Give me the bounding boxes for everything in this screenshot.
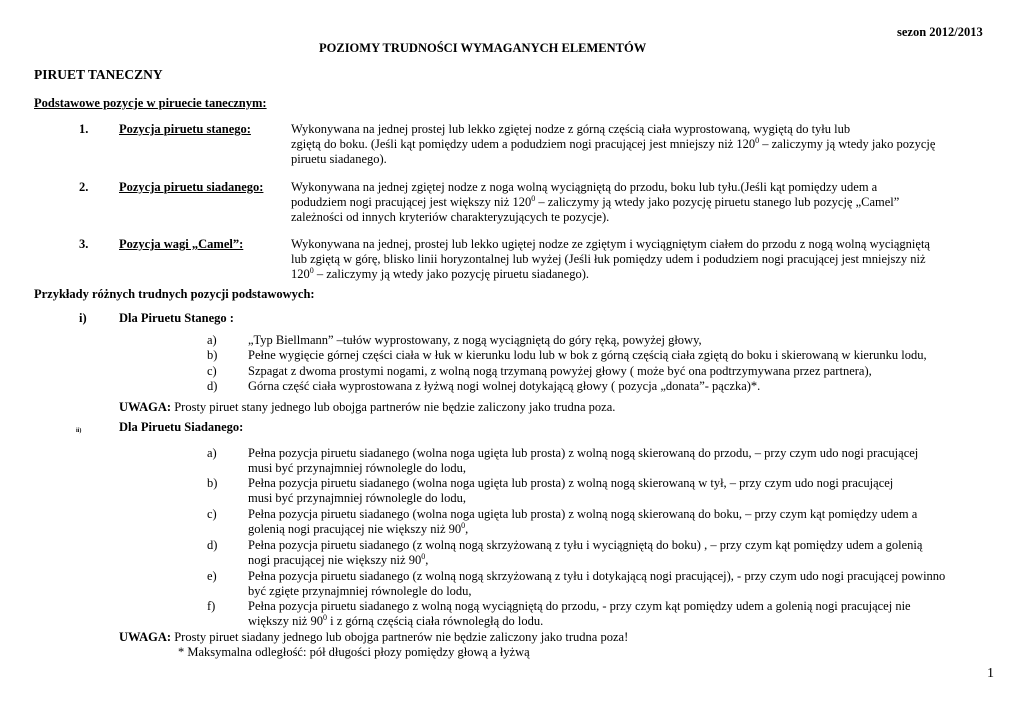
degree-superscript: 0	[531, 194, 536, 203]
note-label: UWAGA:	[119, 630, 172, 644]
page-title: POZIOMY TRUDNOŚCI WYMAGANYCH ELEMENTÓW	[319, 41, 647, 55]
sit-note	[119, 630, 628, 645]
basic-positions-heading: Podstawowe pozycje w piruecie tanecznym:	[34, 96, 267, 110]
list-item-text: „Typ Biellmann” –tułów wyprostowany, z nogą wyciągniętą do góry ręką, powyżej głowy,	[248, 333, 702, 347]
position-text-line: Wykonywana na jednej prostej lub lekko zgiętej nodze z górną częścią ciała wyprostowaną, wygiętą do tyłu lub	[291, 122, 851, 136]
season-label: sezon 2012/2013	[897, 25, 983, 39]
degree-superscript: 0	[421, 552, 426, 561]
list-item-text: golenią nogi pracującej nie większy niż $90^0$,	[248, 521, 469, 536]
list-item-letter: b)	[207, 476, 218, 490]
standing-spin-title: Dla Piruetu Stanego :	[119, 311, 234, 325]
list-item-text: Pełne wygięcie górnej części ciała w łuk w kierunku lodu lub w bok z górną częścią ciała zgiętą do boku i skierowaną w kierunku lodu,	[248, 348, 927, 362]
list-item-text: Szpagat z dwoma prostymi nogami, z wolną nogą trzymaną powyżej głowy ( może być ona podtrzymywana przez partnera),	[248, 364, 872, 378]
list-item-letter: b)	[207, 348, 218, 362]
list-item-text: być zgięte przynajmniej równolegle do lodu,	[248, 584, 472, 598]
position-text-line: podudziem nogi pracującej jest większy niż $120^0$ – zaliczymy ją wtedy jako pozycję piruetu stanego lub pozycję „Camel”	[291, 194, 900, 209]
list-item-letter: a)	[207, 333, 217, 347]
page-number: 1	[987, 666, 994, 681]
list-item-text: musi być przynajmniej równolegle do lodu,	[248, 461, 467, 475]
note-text: Prosty piruet siadany jednego lub obojga partnerów nie będzie zaliczony jako trudna poza!	[171, 630, 629, 644]
list-item-text: Pełna pozycja piruetu siadanego (wolna noga ugięta lub prosta) z wolną nogą skierowaną do przodu, – przy czym udo nogi pracującej	[248, 446, 919, 460]
list-item-letter: c)	[207, 364, 217, 378]
list-item-text: Pełna pozycja piruetu siadanego (z wolną nogą skrzyżowaną z tyłu i wyciągniętą do boku) , – przy czym kąt pomiędzy udem a golenią	[248, 538, 923, 552]
list-item-text: Pełna pozycja piruetu siadanego z wolną nogą wyciągniętą do przodu, - przy czym kąt pomiędzy udem a golenią nogi pracującej nie	[248, 599, 911, 613]
position-text-line: piruetu siadanego).	[291, 152, 387, 166]
list-item-text: Pełna pozycja piruetu siadanego (wolna noga ugięta lub prosta) z wolną nogą skierowaną w tył, – przy czym udo nogi pracującej	[248, 476, 894, 490]
footnote: * Maksymalna odległość: pół długości płozy pomiędzy głową a łyżwą	[178, 645, 530, 659]
list-item-letter: e)	[207, 569, 217, 583]
position-number: 1.	[79, 122, 89, 136]
section-title: PIRUET TANECZNY	[34, 67, 163, 82]
standing-spin-number: i)	[79, 311, 87, 325]
position-text-line: Wykonywana na jednej zgiętej nodze z noga wolną wyciągniętą do przodu, boku lub tyłu.(Jeśli kąt pomiędzy udem a	[291, 180, 878, 194]
position-name: Pozycja wagi „Camel”:	[119, 237, 244, 251]
list-item-text: nogi pracującej nie większy niż $90^0$,	[248, 552, 429, 567]
list-item-text: Górna część ciała wyprostowana z łyżwą nogi wolnej dotykającą głowy ( pozycja „donata”- pączka)*.	[248, 379, 761, 393]
position-number: 3.	[79, 237, 89, 251]
note-text: Prosty piruet stany jednego lub obojga partnerów nie będzie zaliczony jako trudna poza.	[171, 400, 616, 414]
position-text-line: Wykonywana na jednej, prostej lub lekko ugiętej nodze ze zgiętym i wyciągniętym ciałem do przodu z nogą wolną wyciągniętą	[291, 237, 930, 251]
degree-superscript: 0	[309, 266, 314, 275]
list-item-text: Pełna pozycja piruetu siadanego (wolna noga ugięta lub prosta) z wolną nogą skierowaną do boku, – przy czym kąt pomiędzy udem a	[248, 507, 918, 521]
examples-heading: Przykłady różnych trudnych pozycji podstawowych:	[34, 287, 315, 301]
position-text-line: lub zgiętą w górę, blisko linii horyzontalnej lub wyżej (Jeśli łuk pomiędzy udem i podudziem nogi pracującej jest mniejszy niż	[291, 252, 926, 266]
position-text-line: $120^0$ – zaliczymy ją wtedy jako pozycję piruetu siadanego).	[291, 266, 589, 281]
list-item-letter: f)	[207, 599, 216, 613]
list-item-letter: a)	[207, 446, 217, 460]
sit-spin-title: Dla Piruetu Siadanego:	[119, 420, 244, 434]
position-text-line: zgiętą do boku. (Jeśli kąt pomiędzy udem a podudziem nogi pracującej jest mniejszy niż $120^0$ – zaliczymy ją wtedy jako pozycję	[291, 136, 936, 151]
list-item-letter: d)	[207, 379, 218, 393]
degree-superscript: 0	[322, 613, 327, 622]
standing-note	[119, 400, 615, 415]
degree-superscript: 0	[461, 521, 466, 530]
list-item-letter: d)	[207, 538, 218, 552]
position-name: Pozycja piruetu siadanego:	[119, 180, 264, 194]
position-text-line: zależności od innych kryteriów charakteryzujących te pozycje).	[291, 210, 610, 224]
position-name: Pozycja piruetu stanego:	[119, 122, 251, 136]
list-item-letter: c)	[207, 507, 217, 521]
sit-spin-number: ii)	[76, 428, 82, 434]
note-label: UWAGA:	[119, 400, 172, 414]
degree-superscript: 0	[755, 136, 760, 145]
list-item-text: musi być przynajmniej równolegle do lodu,	[248, 491, 467, 505]
list-item-text: większy niż $90^0$ i z górną częścią ciała równoległą do lodu.	[248, 613, 544, 628]
position-number: 2.	[79, 180, 89, 194]
list-item-text: Pełna pozycja piruetu siadanego (z wolną nogą skrzyżowaną z tyłu i dotykającą nogi pracującej), - przy czym udo nogi pracującej powinno	[248, 569, 946, 583]
